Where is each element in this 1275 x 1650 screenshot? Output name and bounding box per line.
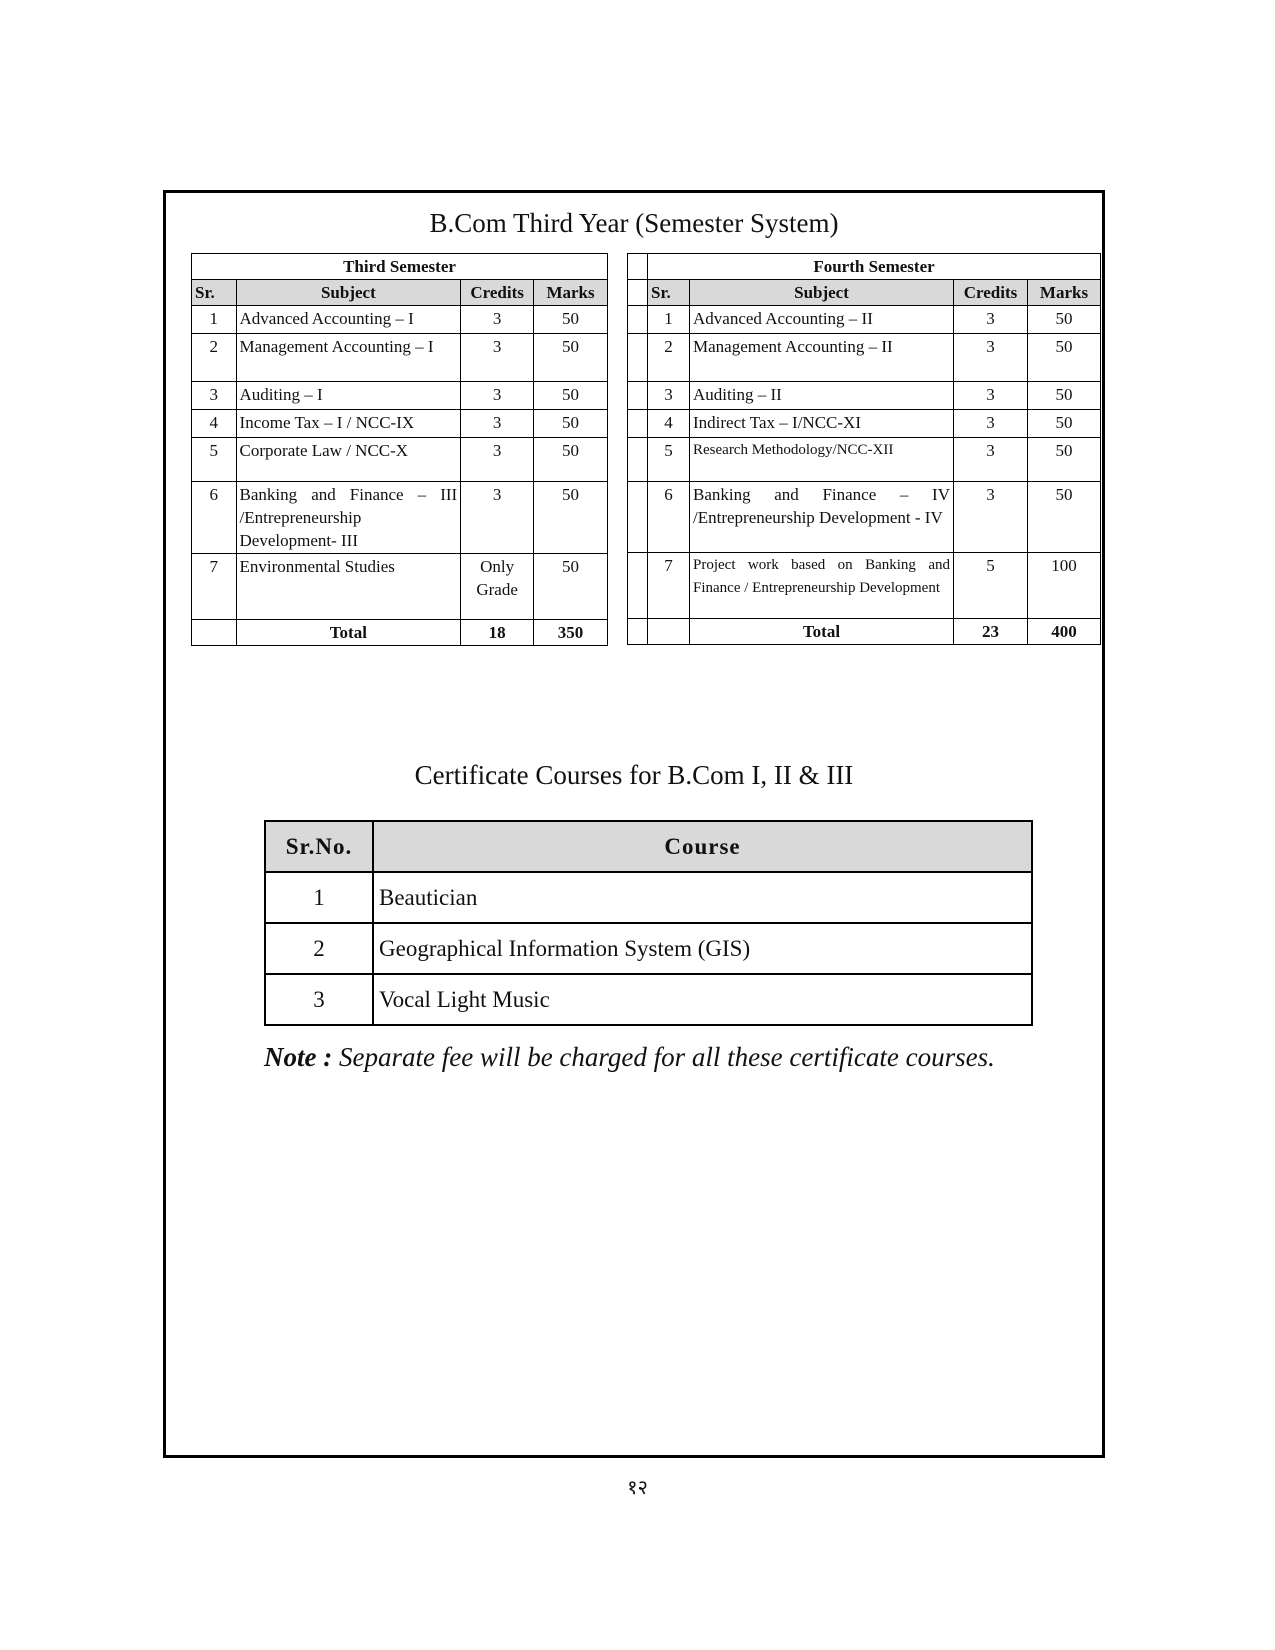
table-row bbox=[628, 334, 1101, 382]
total-credits: 23 bbox=[954, 619, 1028, 645]
table-row bbox=[265, 872, 1032, 923]
gap-cell bbox=[628, 334, 648, 382]
table-row bbox=[192, 438, 608, 482]
credits-cell: 3 bbox=[954, 306, 1028, 334]
credits-cell: 3 bbox=[954, 482, 1028, 553]
sr-cell: 3 bbox=[192, 382, 237, 410]
credits-cell: 3 bbox=[954, 410, 1028, 438]
page-number: १२ bbox=[627, 1477, 648, 1499]
credits-cell: 3 bbox=[954, 438, 1028, 482]
subject-cell: Advanced Accounting – I bbox=[236, 306, 461, 334]
total-label: Total bbox=[236, 620, 461, 646]
table-row bbox=[192, 482, 608, 554]
subject-cell: Indirect Tax – I/NCC-XI bbox=[690, 410, 954, 438]
table-row bbox=[192, 554, 608, 620]
sr-cell: 5 bbox=[648, 438, 690, 482]
table-row bbox=[628, 382, 1101, 410]
table-row bbox=[628, 410, 1101, 438]
table-row bbox=[192, 334, 608, 382]
sr-cell: 4 bbox=[192, 410, 237, 438]
third-semester-heading: Third Semester bbox=[192, 254, 608, 280]
table-row bbox=[628, 482, 1101, 553]
credits-cell: 5 bbox=[954, 553, 1028, 619]
total-marks: 400 bbox=[1028, 619, 1101, 645]
page-title: B.Com Third Year (Semester System) bbox=[429, 208, 839, 238]
subject-cell: Research Methodology/NCC-XII bbox=[690, 438, 954, 482]
marks-cell: 50 bbox=[1028, 306, 1101, 334]
subject-cell: Banking and Finance – III /Entrepreneurship Development- III bbox=[236, 482, 461, 554]
certificate-title: Certificate Courses for B.Com I, II & III bbox=[414, 760, 854, 790]
gap-cell bbox=[628, 438, 648, 482]
col-credits: Credits bbox=[461, 280, 534, 306]
subject-cell: Environmental Studies bbox=[236, 554, 461, 620]
table-row bbox=[192, 306, 608, 334]
col-course: Course bbox=[373, 821, 1032, 872]
total-label: Total bbox=[690, 619, 954, 645]
marks-cell: 50 bbox=[534, 334, 608, 382]
gap-cell bbox=[628, 482, 648, 553]
subject-cell: Project work based on Banking and Finance / Entrepreneurship Development bbox=[690, 553, 954, 619]
sr-cell: 7 bbox=[648, 553, 690, 619]
sr-cell: 6 bbox=[648, 482, 690, 553]
subject-cell: Income Tax – I / NCC-IX bbox=[236, 410, 461, 438]
sr-cell: 4 bbox=[648, 410, 690, 438]
marks-cell: 50 bbox=[534, 410, 608, 438]
marks-cell: 50 bbox=[534, 554, 608, 620]
note-text: Separate fee will be charged for all these certificate courses. bbox=[338, 1042, 995, 1072]
sr-cell: 3 bbox=[265, 974, 373, 1025]
marks-cell: 50 bbox=[1028, 382, 1101, 410]
total-marks: 350 bbox=[534, 620, 608, 646]
course-cell: Geographical Information System (GIS) bbox=[373, 923, 1032, 974]
sr-cell: 1 bbox=[648, 306, 690, 334]
marks-cell: 50 bbox=[534, 438, 608, 482]
table-row bbox=[265, 923, 1032, 974]
note bbox=[264, 1042, 995, 1073]
credits-cell: 3 bbox=[461, 306, 534, 334]
total-credits: 18 bbox=[461, 620, 534, 646]
col-subject: Subject bbox=[236, 280, 461, 306]
subject-cell: Auditing – II bbox=[690, 382, 954, 410]
gap-cell bbox=[628, 280, 648, 306]
marks-cell: 50 bbox=[534, 382, 608, 410]
sr-cell: 2 bbox=[192, 334, 237, 382]
note-label: Note : bbox=[264, 1042, 333, 1072]
sr-cell: 1 bbox=[265, 872, 373, 923]
gap-cell bbox=[628, 553, 648, 619]
marks-cell: 50 bbox=[534, 482, 608, 554]
subject-cell: Management Accounting – I bbox=[236, 334, 461, 382]
sr-cell: 3 bbox=[648, 382, 690, 410]
table-row bbox=[192, 382, 608, 410]
col-sr: Sr. bbox=[648, 280, 690, 306]
gap-cell bbox=[628, 410, 648, 438]
marks-cell: 50 bbox=[1028, 334, 1101, 382]
gap-cell bbox=[628, 619, 648, 645]
col-marks: Marks bbox=[534, 280, 608, 306]
col-credits: Credits bbox=[954, 280, 1028, 306]
total-sr-cell bbox=[648, 619, 690, 645]
fourth-semester-table bbox=[627, 253, 1101, 645]
col-subject: Subject bbox=[690, 280, 954, 306]
marks-cell: 100 bbox=[1028, 553, 1101, 619]
table-row bbox=[628, 306, 1101, 334]
course-cell: Beautician bbox=[373, 872, 1032, 923]
total-row bbox=[628, 619, 1101, 645]
table-row bbox=[628, 438, 1101, 482]
subject-cell: Auditing – I bbox=[236, 382, 461, 410]
subject-cell: Banking and Finance – IV /Entrepreneurship Development - IV bbox=[690, 482, 954, 553]
sr-cell: 5 bbox=[192, 438, 237, 482]
col-sr-no: Sr.No. bbox=[265, 821, 373, 872]
gap-cell bbox=[628, 382, 648, 410]
sr-cell: 7 bbox=[192, 554, 237, 620]
total-sr-cell bbox=[192, 620, 237, 646]
credits-cell: 3 bbox=[461, 334, 534, 382]
course-cell: Vocal Light Music bbox=[373, 974, 1032, 1025]
credits-cell: 3 bbox=[954, 334, 1028, 382]
table-row bbox=[192, 410, 608, 438]
sr-cell: 2 bbox=[265, 923, 373, 974]
subject-cell: Advanced Accounting – II bbox=[690, 306, 954, 334]
gap-cell bbox=[628, 254, 648, 280]
table-row bbox=[265, 974, 1032, 1025]
third-semester-table bbox=[191, 253, 608, 646]
marks-cell: 50 bbox=[1028, 482, 1101, 553]
credits-cell: Only Grade bbox=[461, 554, 534, 620]
gap-cell bbox=[628, 306, 648, 334]
col-sr: Sr. bbox=[192, 280, 237, 306]
col-marks: Marks bbox=[1028, 280, 1101, 306]
credits-cell: 3 bbox=[954, 382, 1028, 410]
sr-cell: 1 bbox=[192, 306, 237, 334]
certificate-table bbox=[264, 820, 1033, 1026]
subject-cell: Management Accounting – II bbox=[690, 334, 954, 382]
marks-cell: 50 bbox=[534, 306, 608, 334]
marks-cell: 50 bbox=[1028, 438, 1101, 482]
fourth-semester-heading: Fourth Semester bbox=[648, 254, 1101, 280]
credits-cell: 3 bbox=[461, 438, 534, 482]
sr-cell: 2 bbox=[648, 334, 690, 382]
marks-cell: 50 bbox=[1028, 410, 1101, 438]
subject-cell: Corporate Law / NCC-X bbox=[236, 438, 461, 482]
credits-cell: 3 bbox=[461, 382, 534, 410]
total-row bbox=[192, 620, 608, 646]
credits-cell: 3 bbox=[461, 482, 534, 554]
table-row bbox=[628, 553, 1101, 619]
sr-cell: 6 bbox=[192, 482, 237, 554]
credits-cell: 3 bbox=[461, 410, 534, 438]
